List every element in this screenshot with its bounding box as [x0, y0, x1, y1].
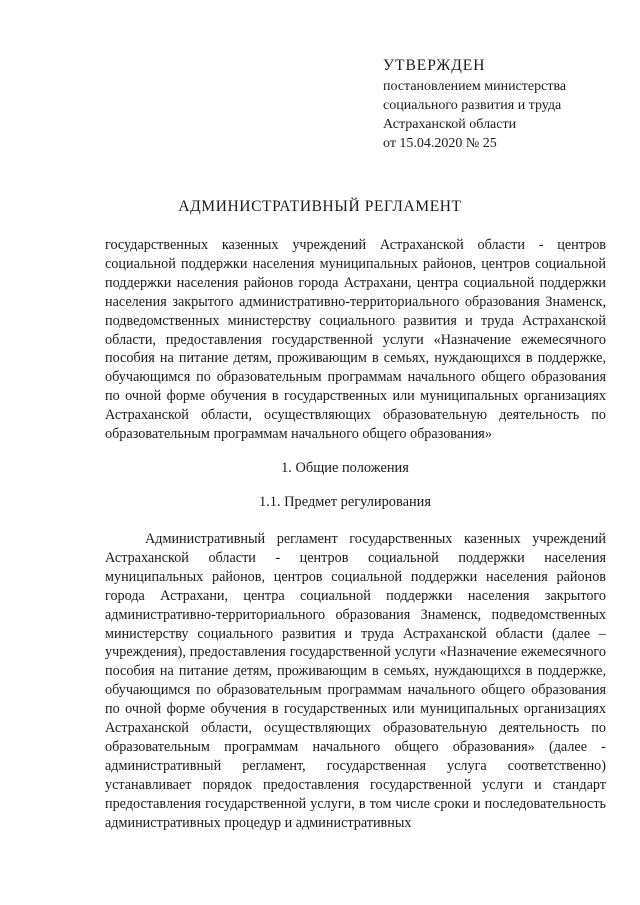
approval-line: социального развития и труда [383, 98, 562, 113]
approval-stamp: УТВЕРЖДЕН [383, 57, 486, 74]
approval-block [383, 56, 623, 153]
document-title: АДМИНИСТРАТИВНЫЙ РЕГЛАМЕНТ [178, 198, 462, 215]
body-paragraph: Административный регламент государственных казенных учреждений Астраханской области - центров социальной поддержки населения муниципальных районов, центров социальной поддержки населения районов города Астрахани, центра социальной поддержки населения закрытого административно-территориального образования Знаменск, подведомственных министерству социального развития и труда Астраханской области (далее – учреждения), предоставления государственной услуги «Назначение ежемесячного пособия на питание детям, проживающим в семьях, нуждающихся в поддержке, обучающимся по образовательным программам начального общего образования по очной форме обучения в государственных или муниципальных организациях Астраханской области, осуществляющих образовательную деятельность по образовательным программам начального общего образования» (далее - административный регламент, государственная услуга соответственно) устанавливает порядок предоставления государственной услуги и стандарт предоставления государственной услуги, в том числе сроки и последовательность административных процедур и административных [105, 531, 606, 831]
approval-line: постановлением министерства [383, 79, 567, 94]
section-heading: 1. Общие положения [281, 460, 409, 476]
approval-line: Астраханской области [383, 117, 517, 132]
approval-date-number: от 15.04.2020 № 25 [383, 136, 497, 151]
title-continuation-paragraph: государственных казенных учреждений Астраханской области - центров социальной поддержки населения муниципальных районов, центров социальной поддержки населения районов города Астрахани, центра социальной поддержки населения закрытого административно-территориального образования Знаменск, подведомственных министерству социального развития и труда Астраханской области, предоставления государственной услуги «Назначение ежемесячного пособия на питание детям, проживающим в семьях, нуждающихся в поддержке, обучающимся по образовательным программам начального общего образования по очной форме обучения в государственных или муниципальных организациях Астраханской области, осуществляющих образовательную деятельность по образовательным программам начального общего образования» [105, 237, 606, 443]
subsection-heading: 1.1. Предмет регулирования [258, 494, 431, 510]
